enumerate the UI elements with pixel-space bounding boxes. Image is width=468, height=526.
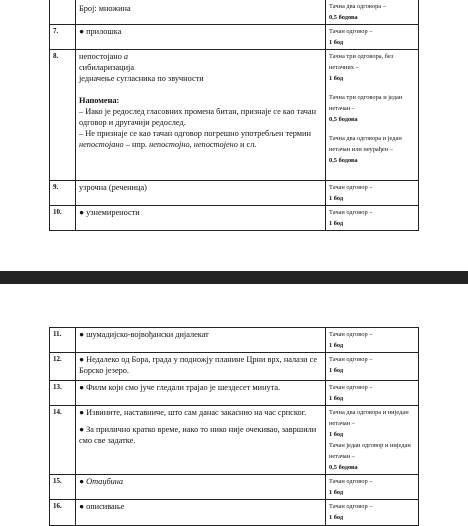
- points-text: Тачна два одговора и ниједан нетачан –: [329, 409, 409, 427]
- points-value: 0,5 бодова: [329, 14, 358, 21]
- points-cell: [326, 406, 419, 475]
- points-cell: [326, 381, 419, 406]
- points-value: 1 бод: [329, 489, 344, 496]
- points-cell: [326, 500, 419, 526]
- points-text: Тачан одговор –: [329, 184, 373, 191]
- answer-key-page-bottom: [0, 284, 468, 521]
- answer-cell: [76, 25, 326, 50]
- points-text: Тачан одговор –: [329, 28, 373, 35]
- table-row: [50, 0, 419, 25]
- answer-cell: [76, 206, 326, 231]
- table-row: [50, 50, 419, 181]
- row-number: 7.: [50, 25, 76, 50]
- points-text: Тачан одговор –: [329, 356, 373, 363]
- table-row: [50, 328, 419, 353]
- row-number: 14.: [50, 406, 76, 475]
- points-value: 1 бод: [329, 395, 344, 402]
- table-row: [50, 353, 419, 381]
- row-number: 10.: [50, 206, 76, 231]
- points-cell: [326, 181, 419, 206]
- note-text: – Иако је редослед гласовних промена битан, признаје се као тачан одговор и другачији редослед.: [79, 107, 317, 127]
- table-row: [50, 25, 419, 50]
- answer-text: Број: множина: [79, 4, 131, 13]
- points-cell: [326, 328, 419, 353]
- table-row: [50, 206, 419, 231]
- answer-key-table-top: [49, 0, 419, 231]
- points-text: Тачна два одговора и један нетачан или неурађен –: [329, 135, 402, 153]
- answer-cell: [76, 50, 326, 181]
- answer-text: ● описивање: [79, 502, 125, 511]
- points-value: 1 бод: [329, 39, 344, 46]
- answer-text: ● Филм који смо јуче гледали трајао је шездесет минута.: [79, 383, 281, 392]
- points-text: Тачна два одговора –: [329, 3, 386, 10]
- answer-cell: [76, 475, 326, 500]
- note-text: – Не признаје се као тачан одговор погрешно употребљен термин непостојано – нпр. непостојно, непостојено и сл.: [79, 129, 311, 149]
- answer-text: ● шумадијско-војвођански дијалекат: [79, 330, 209, 339]
- note-title: Напомена:: [79, 96, 120, 105]
- row-number: [50, 0, 76, 25]
- points-value: 1 бод: [329, 220, 344, 227]
- answer-text: ● Недалеко од Бора, града у подножју планине Црни врх, налази се Борско језеро.: [79, 355, 318, 375]
- answer-line: непостојано а: [79, 52, 129, 61]
- answer-cell: [76, 500, 326, 526]
- points-cell: [326, 206, 419, 231]
- points-value: 1 бод: [329, 367, 344, 374]
- table-row: [50, 406, 419, 475]
- answer-text: узрочна (реченица): [79, 183, 147, 192]
- page-separator: [0, 271, 468, 284]
- table-row: [50, 500, 419, 526]
- answer-cell: [76, 328, 326, 353]
- points-value: 0,5 бодова: [329, 464, 358, 471]
- points-value: 1 бод: [329, 431, 344, 438]
- points-value: 0,5 бодова: [329, 116, 358, 123]
- row-number: 16.: [50, 500, 76, 526]
- answer-text: ● прилошка: [79, 27, 122, 36]
- row-number: 8.: [50, 50, 76, 181]
- points-text: Тачан одговор –: [329, 331, 373, 338]
- answer-text: ● За прилично кратко време, иако то нико није очекивао, завршили смо све задатке.: [79, 425, 317, 445]
- points-text: Тачна три одговора и један нетачан –: [329, 94, 403, 112]
- points-value: 1 бод: [329, 195, 344, 202]
- answer-cell: [76, 406, 326, 475]
- points-cell: [326, 353, 419, 381]
- points-cell: [326, 0, 419, 25]
- table-row: [50, 381, 419, 406]
- row-number: 9.: [50, 181, 76, 206]
- row-number: 15.: [50, 475, 76, 500]
- points-cell: [326, 25, 419, 50]
- answer-key-table-bottom: [49, 327, 419, 526]
- answer-cell: [76, 0, 326, 25]
- table-row: [50, 181, 419, 206]
- row-number: 11.: [50, 328, 76, 353]
- answer-line: сибиларизација: [79, 63, 135, 72]
- points-text: Тачан један одговор и ниједан нетачан –: [329, 442, 411, 460]
- points-value: 0,5 бодова: [329, 157, 358, 164]
- points-text: Тачна три одговора, без нетачних –: [329, 53, 394, 71]
- points-cell: [326, 475, 419, 500]
- answer-text: ● узнемирености: [79, 208, 140, 217]
- points-text: Тачан одговор –: [329, 478, 373, 485]
- answer-cell: [76, 353, 326, 381]
- points-value: 1 бод: [329, 75, 344, 82]
- answer-line: једначење сугласника по звучности: [79, 74, 204, 83]
- answer-cell: [76, 381, 326, 406]
- answer-text: ● Извините, наставниче, што сам данас закаснио на час српског.: [79, 408, 307, 417]
- row-number: 12.: [50, 353, 76, 381]
- row-number: 13.: [50, 381, 76, 406]
- answer-cell: [76, 181, 326, 206]
- points-text: Тачан одговор –: [329, 384, 373, 391]
- points-cell: [326, 50, 419, 181]
- points-text: Тачан одговор –: [329, 503, 373, 510]
- points-value: 1 бод: [329, 514, 344, 521]
- points-value: 1 бод: [329, 342, 344, 349]
- table-row: [50, 475, 419, 500]
- answer-text: ● Отаџбина: [79, 477, 124, 486]
- points-text: Тачан одговор –: [329, 209, 373, 216]
